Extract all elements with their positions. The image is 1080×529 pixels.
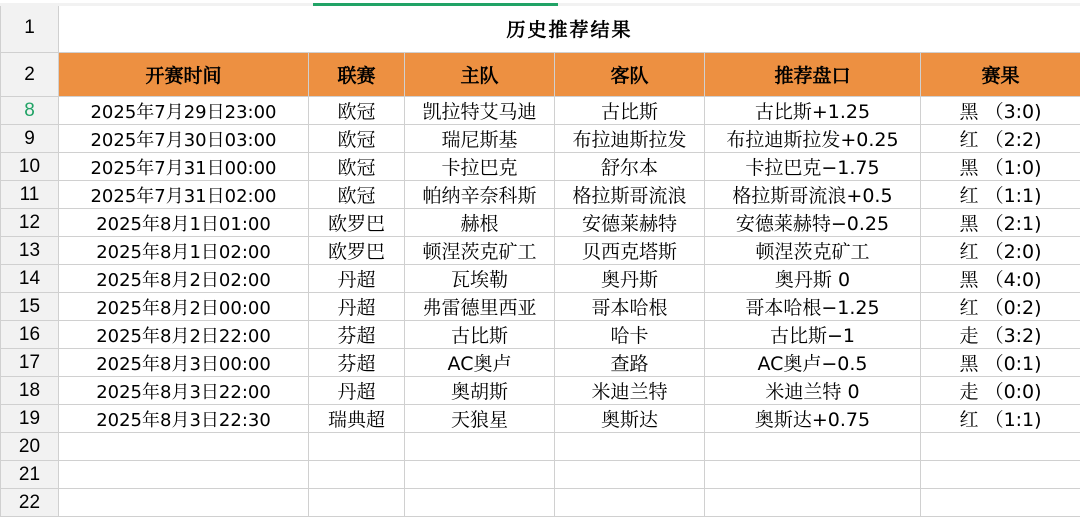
- result-score: （2:0): [985, 241, 1042, 263]
- empty-cell[interactable]: [59, 461, 309, 489]
- table-row: [1, 433, 1080, 461]
- result-score: （1:1): [985, 185, 1042, 207]
- cell-home: 瓦埃勒: [405, 265, 555, 293]
- row-header-9[interactable]: 9: [1, 125, 59, 153]
- cell-league: 丹超: [309, 293, 405, 321]
- empty-cell[interactable]: [705, 433, 921, 461]
- result-label: 黑: [960, 269, 979, 291]
- result-score: （2:2): [985, 129, 1042, 151]
- empty-cell[interactable]: [405, 461, 555, 489]
- cell-away: 米迪兰特: [555, 377, 705, 405]
- result-label: 黑: [960, 353, 979, 375]
- cell-result: [921, 237, 1080, 265]
- result-score: （3:0): [985, 101, 1042, 123]
- table-row: [1, 349, 1080, 377]
- table-row: [1, 377, 1080, 405]
- cell-away: 布拉迪斯拉发: [555, 125, 705, 153]
- empty-cell[interactable]: [555, 461, 705, 489]
- results-table: [0, 3, 1080, 517]
- result-label: 走: [960, 325, 979, 347]
- row-header-19[interactable]: 19: [1, 405, 59, 433]
- cell-league: 欧罗巴: [309, 237, 405, 265]
- cell-time: 2025年7月31日00:00: [59, 153, 309, 181]
- cell-away: 奥斯达: [555, 405, 705, 433]
- cell-time: 2025年8月2日00:00: [59, 293, 309, 321]
- row-header-2[interactable]: 2: [1, 53, 59, 97]
- empty-cell[interactable]: [705, 461, 921, 489]
- cell-time: 2025年8月2日22:00: [59, 321, 309, 349]
- table-row: [1, 405, 1080, 433]
- cell-league: 欧冠: [309, 153, 405, 181]
- column-header-time: 开赛时间: [59, 53, 309, 97]
- cell-result: [921, 209, 1080, 237]
- table-row: [1, 265, 1080, 293]
- cell-away: 奥丹斯: [555, 265, 705, 293]
- cell-result: [921, 349, 1080, 377]
- table-row: [1, 4, 1080, 53]
- table-row: [1, 293, 1080, 321]
- cell-time: 2025年8月1日01:00: [59, 209, 309, 237]
- cell-home: AC奥卢: [405, 349, 555, 377]
- cell-home: 凯拉特艾马迪: [405, 97, 555, 125]
- table-row: [1, 237, 1080, 265]
- empty-cell[interactable]: [59, 433, 309, 461]
- cell-pick: 布拉迪斯拉发+0.25: [705, 125, 921, 153]
- row-header-18[interactable]: 18: [1, 377, 59, 405]
- cell-league: 芬超: [309, 321, 405, 349]
- empty-cell[interactable]: [405, 489, 555, 517]
- selection-indicator: [313, 3, 558, 6]
- result-score: （1:0): [985, 157, 1042, 179]
- row-header-8[interactable]: 8: [1, 97, 59, 125]
- cell-home: 弗雷德里西亚: [405, 293, 555, 321]
- empty-cell[interactable]: [921, 461, 1080, 489]
- result-score: （4:0): [985, 269, 1042, 291]
- cell-away: 哥本哈根: [555, 293, 705, 321]
- cell-pick: 米迪兰特 0: [705, 377, 921, 405]
- cell-league: 丹超: [309, 265, 405, 293]
- column-header-home: 主队: [405, 53, 555, 97]
- result-label: 红: [960, 297, 979, 319]
- cell-time: 2025年7月31日02:00: [59, 181, 309, 209]
- row-header-11[interactable]: 11: [1, 181, 59, 209]
- cell-pick: 顿涅茨克矿工: [705, 237, 921, 265]
- cell-result: [921, 405, 1080, 433]
- result-score: （0:1): [985, 353, 1042, 375]
- empty-cell[interactable]: [405, 433, 555, 461]
- cell-away: 哈卡: [555, 321, 705, 349]
- empty-cell[interactable]: [309, 461, 405, 489]
- cell-time: 2025年7月30日03:00: [59, 125, 309, 153]
- empty-cell[interactable]: [309, 489, 405, 517]
- cell-league: 瑞典超: [309, 405, 405, 433]
- result-score: （2:1): [985, 213, 1042, 235]
- cell-time: 2025年8月1日02:00: [59, 237, 309, 265]
- table-row: [1, 489, 1080, 517]
- cell-pick: 格拉斯哥流浪+0.5: [705, 181, 921, 209]
- cell-league: 欧罗巴: [309, 209, 405, 237]
- cell-result: [921, 153, 1080, 181]
- empty-cell[interactable]: [59, 489, 309, 517]
- cell-away: 古比斯: [555, 97, 705, 125]
- row-header-17[interactable]: 17: [1, 349, 59, 377]
- cell-result: [921, 321, 1080, 349]
- row-header-21[interactable]: 21: [1, 461, 59, 489]
- cell-time: 2025年8月2日02:00: [59, 265, 309, 293]
- cell-pick: 古比斯−1: [705, 321, 921, 349]
- cell-result: [921, 293, 1080, 321]
- cell-pick: 安德莱赫特−0.25: [705, 209, 921, 237]
- empty-cell[interactable]: [921, 433, 1080, 461]
- table-row: [1, 97, 1080, 125]
- cell-pick: 奥丹斯 0: [705, 265, 921, 293]
- cell-away: 舒尔本: [555, 153, 705, 181]
- result-label: 黑: [960, 101, 979, 123]
- result-label: 走: [960, 381, 979, 403]
- result-label: 红: [960, 241, 979, 263]
- cell-time: 2025年8月3日00:00: [59, 349, 309, 377]
- cell-home: 帕纳辛奈科斯: [405, 181, 555, 209]
- cell-home: 卡拉巴克: [405, 153, 555, 181]
- cell-pick: 哥本哈根−1.25: [705, 293, 921, 321]
- column-header-pick: 推荐盘口: [705, 53, 921, 97]
- cell-time: 2025年8月3日22:30: [59, 405, 309, 433]
- row-header-16[interactable]: 16: [1, 321, 59, 349]
- row-header-10[interactable]: 10: [1, 153, 59, 181]
- result-label: 红: [960, 185, 979, 207]
- result-label: 黑: [960, 213, 979, 235]
- column-header-league: 联赛: [309, 53, 405, 97]
- cell-home: 天狼星: [405, 405, 555, 433]
- cell-home: 古比斯: [405, 321, 555, 349]
- cell-league: 芬超: [309, 349, 405, 377]
- cell-home: 瑞尼斯基: [405, 125, 555, 153]
- cell-away: 安德莱赫特: [555, 209, 705, 237]
- cell-result: [921, 125, 1080, 153]
- cell-result: [921, 97, 1080, 125]
- row-header-22[interactable]: 22: [1, 489, 59, 517]
- row-header-14[interactable]: 14: [1, 265, 59, 293]
- empty-cell[interactable]: [309, 433, 405, 461]
- row-header-15[interactable]: 15: [1, 293, 59, 321]
- result-score: （1:1): [985, 409, 1042, 431]
- cell-pick: 奥斯达+0.75: [705, 405, 921, 433]
- cell-league: 欧冠: [309, 125, 405, 153]
- table-row: [1, 461, 1080, 489]
- cell-away: 贝西克塔斯: [555, 237, 705, 265]
- column-header-strip: [0, 3, 1080, 6]
- cell-result: [921, 181, 1080, 209]
- cell-pick: AC奥卢−0.5: [705, 349, 921, 377]
- empty-cell[interactable]: [921, 489, 1080, 517]
- cell-league: 丹超: [309, 377, 405, 405]
- empty-cell[interactable]: [555, 489, 705, 517]
- result-score: （0:0): [985, 381, 1042, 403]
- cell-home: 顿涅茨克矿工: [405, 237, 555, 265]
- cell-home: 奥胡斯: [405, 377, 555, 405]
- cell-away: 查路: [555, 349, 705, 377]
- cell-home: 赫根: [405, 209, 555, 237]
- empty-cell[interactable]: [705, 489, 921, 517]
- table-row: [1, 209, 1080, 237]
- cell-away: 格拉斯哥流浪: [555, 181, 705, 209]
- column-header-result: 赛果: [921, 53, 1080, 97]
- result-score: （3:2): [985, 325, 1042, 347]
- row-header-1[interactable]: 1: [1, 4, 59, 53]
- result-score: （0:2): [985, 297, 1042, 319]
- cell-pick: 卡拉巴克−1.75: [705, 153, 921, 181]
- cell-result: [921, 377, 1080, 405]
- cell-pick: 古比斯+1.25: [705, 97, 921, 125]
- table-row: [1, 181, 1080, 209]
- cell-time: 2025年8月3日22:00: [59, 377, 309, 405]
- cell-result: [921, 265, 1080, 293]
- row-header-12[interactable]: 12: [1, 209, 59, 237]
- column-header-away: 客队: [555, 53, 705, 97]
- row-header-13[interactable]: 13: [1, 237, 59, 265]
- cell-league: 欧冠: [309, 181, 405, 209]
- table-header-row: [1, 53, 1080, 97]
- result-label: 红: [960, 409, 979, 431]
- row-header-20[interactable]: 20: [1, 433, 59, 461]
- table-row: [1, 125, 1080, 153]
- result-label: 黑: [960, 157, 979, 179]
- empty-cell[interactable]: [555, 433, 705, 461]
- table-row: [1, 153, 1080, 181]
- table-row: [1, 321, 1080, 349]
- cell-league: 欧冠: [309, 97, 405, 125]
- spreadsheet: [0, 3, 1080, 529]
- page-title: 历史推荐结果: [59, 4, 1080, 53]
- result-label: 红: [960, 129, 979, 151]
- cell-time: 2025年7月29日23:00: [59, 97, 309, 125]
- table-body: [1, 4, 1080, 517]
